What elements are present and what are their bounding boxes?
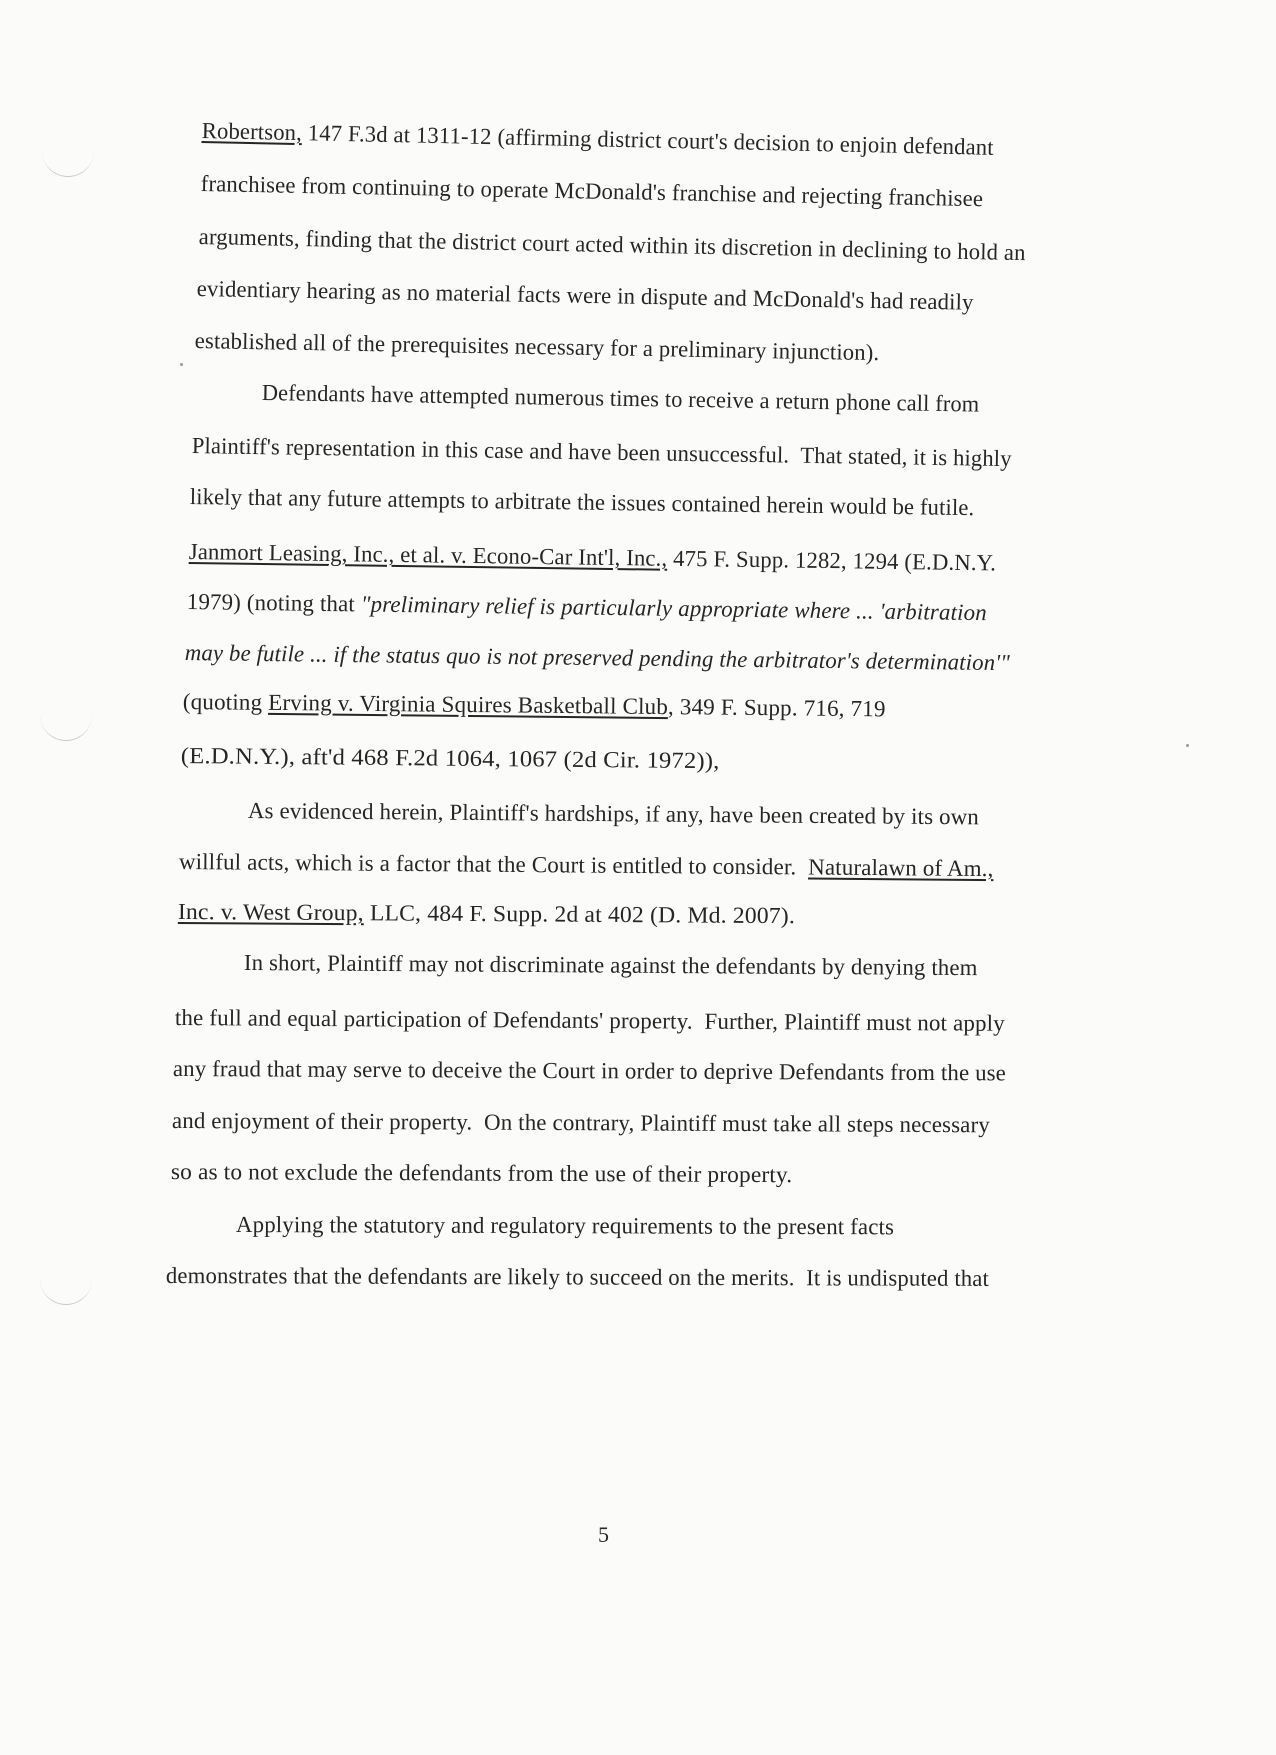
- text-segment: demonstrates that the defendants are likely to succeed on the merits. It is undisputed that: [165, 1263, 990, 1291]
- case-citation: Erving v. Virginia Squires Basketball Club: [268, 689, 669, 720]
- text-segment: established all of the prerequisites necessary for a preliminary injunction).: [194, 328, 880, 366]
- text-segment: 1979) (noting that: [186, 589, 361, 617]
- text-segment: 147 F.3d at 1311-12 (affirming district court's decision to enjoin defendant: [301, 120, 995, 160]
- text-line: [199, 224, 1026, 266]
- text-line: [201, 171, 984, 212]
- text-segment: any fraud that may serve to deceive the Court in order to deprive Defendants from the use: [172, 1056, 1007, 1086]
- text-segment: (E.D.N.Y.), aft'd 468 F.2d 1064, 1067 (2d Cir. 1972)),: [180, 743, 720, 774]
- text-line: [189, 539, 997, 576]
- case-citation: Robertson,: [201, 118, 303, 146]
- text-line: [166, 1263, 989, 1292]
- text-line: [173, 1056, 1006, 1086]
- text-segment: In short, Plaintiff may not discriminate against the defendants by denying them: [243, 950, 978, 981]
- scan-speck: [180, 363, 183, 366]
- text-line: [183, 689, 886, 722]
- text-segment: 475 F. Supp. 1282, 1294 (E.D.N.Y.: [667, 545, 997, 576]
- text-segment: arguments, finding that the district court acted within its discretion in declining to hold an: [198, 224, 1026, 266]
- text-line: [201, 118, 994, 161]
- text-line: [181, 743, 720, 774]
- text-line: [179, 849, 994, 882]
- text-segment: Plaintiff's representation in this case and have been unsuccessful. That stated, it is highly: [191, 433, 1012, 472]
- text-line: [172, 1108, 990, 1138]
- scan-speck: [1186, 744, 1189, 747]
- text-line: [197, 276, 974, 316]
- text-line: [175, 1005, 1005, 1037]
- text-segment: LLC, 484 F. Supp. 2d at 402 (D. Md. 2007).: [363, 900, 796, 929]
- text-segment: (quoting: [182, 689, 269, 715]
- text-segment: the full and equal participation of Defendants' property. Further, Plaintiff must not apply: [174, 1005, 1005, 1036]
- text-segment: franchisee from continuing to operate McDonald's franchise and rejecting franchisee: [200, 171, 984, 212]
- text-line: [192, 433, 1012, 472]
- text-line: [262, 380, 980, 418]
- text-line: [195, 328, 880, 366]
- quoted-text: may be futile ... if the status quo is not preserved pending the arbitrator's determination'": [184, 640, 1011, 676]
- text-segment: As evidenced herein, Plaintiff's hardships, if any, have been created by its own: [247, 798, 980, 830]
- text-segment: evidentiary hearing as no material facts were in dispute and McDonald's had readily: [196, 276, 974, 315]
- text-segment: likely that any future attempts to arbitrate the issues contained herein would be futile.: [189, 484, 975, 521]
- case-citation: Inc. v. West Group,: [177, 899, 364, 926]
- punch-hole-bottom: [40, 1278, 92, 1305]
- text-line: [236, 1212, 894, 1240]
- quoted-text: "preliminary relief is particularly appropriate where ... 'arbitration: [360, 591, 987, 626]
- punch-hole-middle: [40, 714, 92, 741]
- text-segment: willful acts, which is a factor that the Court is entitled to consider.: [178, 849, 809, 880]
- text-segment: so as to not exclude the defendants from the use of their property.: [170, 1159, 793, 1188]
- text-segment: and enjoyment of their property. On the contrary, Plaintiff must take all steps necessary: [171, 1108, 990, 1138]
- text-segment: Applying the statutory and regulatory requirements to the present facts: [235, 1212, 895, 1240]
- case-citation: Janmort Leasing, Inc., et al. v. Econo-Car Int'l, Inc.,: [188, 539, 668, 571]
- text-line: [171, 1159, 792, 1188]
- page-number: 5: [598, 1522, 609, 1547]
- text-line: [190, 484, 975, 521]
- punch-hole-top: [42, 150, 94, 177]
- text-line: [185, 640, 1010, 676]
- text-segment: , 349 F. Supp. 716, 719: [667, 694, 886, 722]
- case-citation: Naturalawn of Am.,: [808, 854, 994, 882]
- text-line: [248, 798, 979, 830]
- text-segment: Defendants have attempted numerous times to receive a return phone call from: [261, 380, 980, 417]
- text-line: [187, 589, 987, 626]
- text-line: [178, 899, 795, 929]
- text-line: [244, 950, 978, 981]
